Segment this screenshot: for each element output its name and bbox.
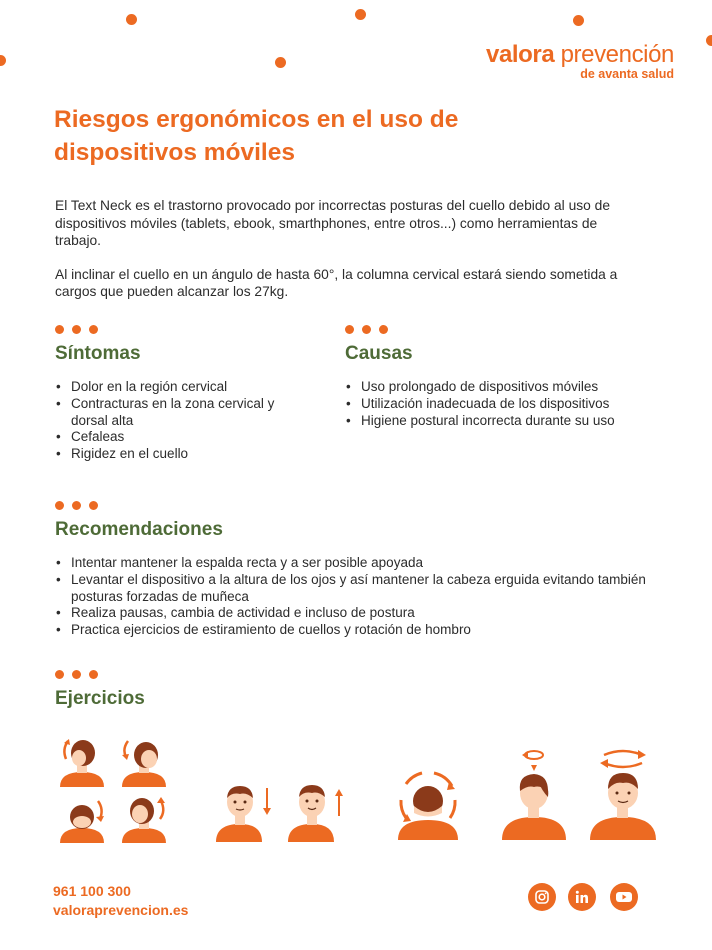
intro-paragraph: Al inclinar el cuello en un ángulo de hasta 60°, la columna cervical estará siendo sometida a cargos que pueden alcanzar los 27kg. [55, 266, 618, 299]
section-dots [55, 501, 98, 510]
youtube-icon[interactable] [610, 883, 638, 911]
linkedin-icon[interactable] [568, 883, 596, 911]
footer-phone[interactable]: 961 100 300 [53, 883, 131, 899]
exercise-bend-down-illustration [54, 791, 110, 843]
decorative-dot [0, 55, 6, 66]
exercise-head-down-illustration [212, 780, 274, 842]
intro-paragraph: El Text Neck es el trastorno provocado por incorrectas posturas del cuello debido al uso de dispositivos móviles (tablets, ebook, smarthphones, entre otros...) como herramientas de trabajo. [55, 198, 610, 248]
list-item: • Dolor en la región cervical [55, 379, 310, 396]
section-title-recomendaciones: Recomendaciones [55, 519, 223, 540]
page-title: Riesgos ergonómicos en el uso de dispositivos móviles [54, 106, 459, 166]
exercise-side-tilt-illustration [116, 791, 172, 843]
exercise-shoulder-rotation-illustration [586, 745, 660, 840]
footer-contact [53, 882, 188, 920]
section-title-sintomas: Síntomas [55, 343, 141, 364]
decorative-dot [573, 15, 584, 26]
brand-logo [486, 42, 674, 81]
decorative-dot [126, 14, 137, 25]
exercise-illustrations [52, 735, 664, 845]
list-item: • Rigidez en el cuello [55, 446, 310, 463]
brand-name-bold: valora [486, 41, 555, 68]
recomendaciones-list [55, 555, 655, 639]
instagram-icon[interactable] [528, 883, 556, 911]
intro-text [55, 197, 625, 317]
list-item: • Realiza pausas, cambia de actividad e incluso de postura [55, 605, 655, 622]
list-item: • Uso prolongado de dispositivos móviles [345, 379, 623, 396]
exercise-head-up-illustration [284, 780, 346, 842]
decorative-dot [706, 35, 712, 46]
exercise-tilt-back-illustration [54, 735, 110, 787]
section-dots [345, 325, 388, 334]
footer-website[interactable]: valoraprevencion.es [53, 902, 189, 918]
section-dots [55, 670, 98, 679]
brand-subtitle: de avanta salud [580, 67, 674, 81]
list-item: • Levantar el dispositivo a la altura de los ojos y así mantener la cabeza erguida evitando también posturas forzadas de muñeca [55, 572, 655, 606]
exercise-tilt-front-illustration [116, 735, 172, 787]
list-item: • Cefaleas [55, 429, 310, 446]
list-item: • Practica ejercicios de estiramiento de cuellos y rotación de hombro [55, 622, 655, 639]
section-title-ejercicios: Ejercicios [55, 688, 145, 709]
list-item: • Intentar mantener la espalda recta y a ser posible apoyada [55, 555, 655, 572]
exercise-turn-side-illustration [498, 745, 570, 840]
section-title-causas: Causas [345, 343, 413, 364]
list-item: • Contracturas en la zona cervical y dorsal alta [55, 396, 310, 430]
list-item: • Higiene postural incorrecta durante su uso [345, 413, 623, 430]
causas-list [345, 379, 623, 429]
brand-name-light: prevención [554, 41, 674, 68]
decorative-dot [355, 9, 366, 20]
exercise-rotation-illustration [392, 768, 464, 840]
sintomas-list [55, 379, 310, 463]
list-item: • Utilización inadecuada de los dispositivos [345, 396, 623, 413]
section-dots [55, 325, 98, 334]
decorative-dot [275, 57, 286, 68]
